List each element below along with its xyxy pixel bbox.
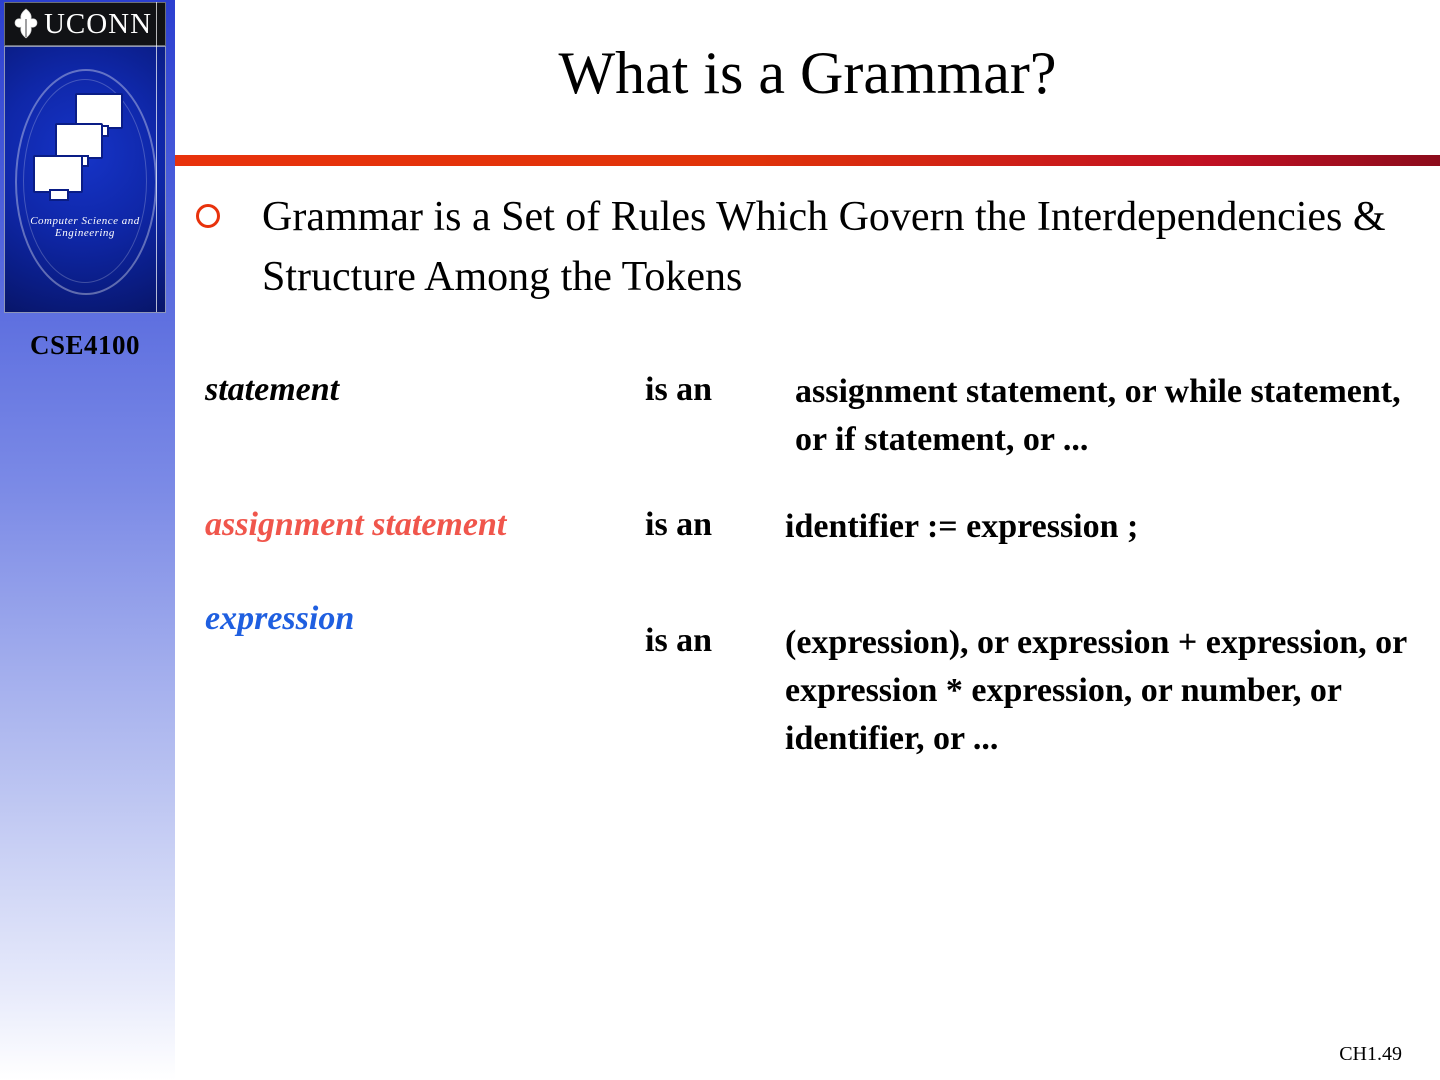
rule-connector: is an — [645, 505, 713, 543]
rule-production: (expression), or expression + expression, or expression * expression, or number, or identifier, or ... — [785, 623, 1407, 758]
seal-caption-top: Computer Science and Engineering — [30, 215, 140, 239]
oak-leaf-icon — [11, 7, 41, 40]
cse-department-seal — [4, 46, 166, 313]
grammar-rule-row — [205, 597, 1420, 764]
bullet-item — [196, 188, 1426, 307]
rule-production: identifier := expression ; — [785, 507, 1139, 545]
rule-connector: is an — [645, 621, 713, 659]
rule-production: assignment statement, or while statement, or if statement, or ... — [795, 373, 1401, 459]
uconn-logo-banner — [4, 2, 166, 46]
uconn-wordmark: UCONN — [43, 7, 153, 40]
sidebar-divider — [156, 2, 157, 312]
bullet-text: Grammar is a Set of Rules Which Govern the Interdependencies & Structure Among the Tokens — [262, 194, 1386, 300]
circle-bullet-icon — [196, 204, 220, 228]
rule-connector: is an — [645, 371, 713, 408]
grammar-rule-row — [205, 368, 1420, 465]
computer-monitors-icon — [29, 93, 141, 213]
sidebar — [0, 0, 175, 1080]
grammar-rule-row — [205, 503, 1420, 551]
rule-nonterminal: assignment statement — [205, 505, 507, 543]
grammar-rules-list — [205, 368, 1420, 802]
sidebar-inner — [0, 0, 175, 1080]
title-underline-bar — [175, 155, 1440, 166]
rule-nonterminal: statement — [205, 371, 340, 408]
slide-number: CH1.49 — [1339, 1043, 1402, 1065]
rule-nonterminal: expression — [205, 599, 355, 637]
course-code-label: CSE4100 — [29, 330, 141, 360]
slide-title: What is a Grammar? — [558, 40, 1057, 106]
